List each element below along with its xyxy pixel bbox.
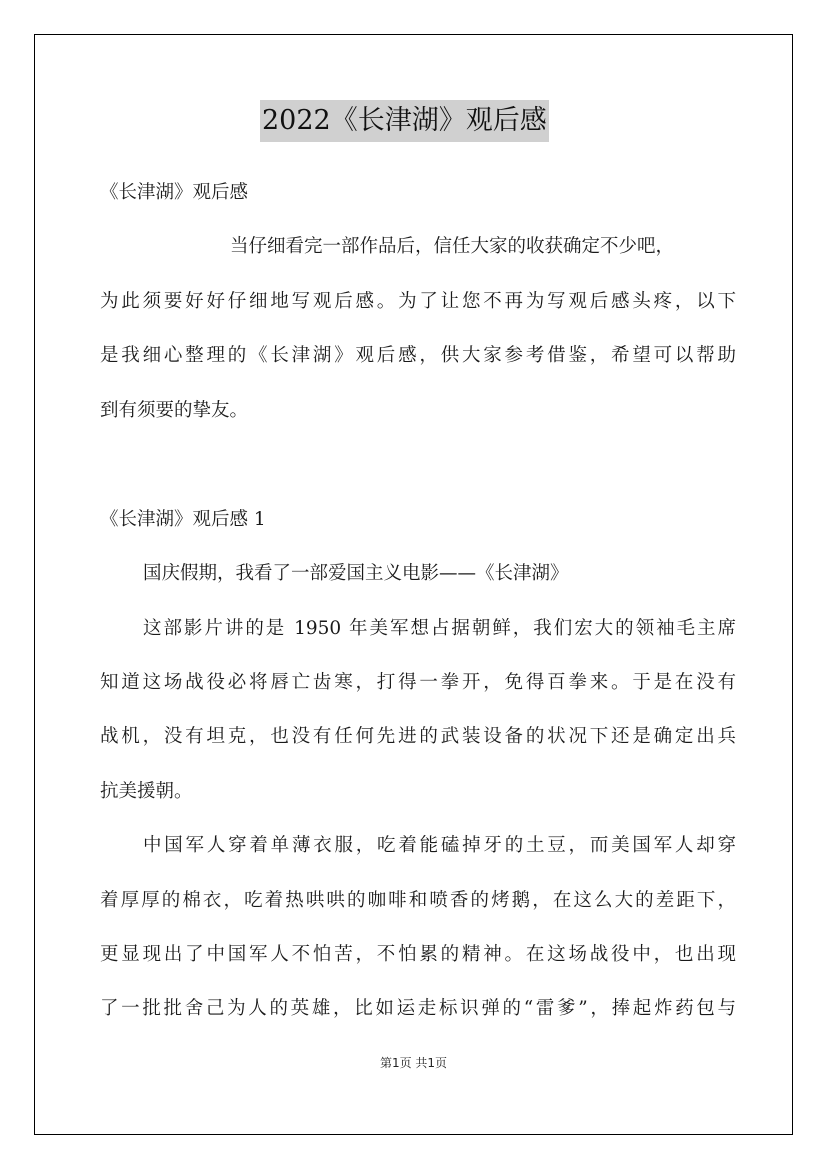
intro-line: 到有须要的挚友。	[100, 400, 249, 421]
document-title: 2022《长津湖》观后感	[260, 100, 549, 142]
page-footer: 第1页 共1页	[379, 1056, 448, 1070]
body-line: 知道这场战役必将唇亡齿寒，打得一拳开，免得百拳来。于是在没有	[100, 672, 736, 693]
body-line: 中国军人穿着单薄衣服，吃着能磕掉牙的土豆，而美国军人却穿	[143, 835, 736, 856]
subtitle: 《长津湖》观后感	[100, 182, 249, 203]
section-heading: 《长津湖》观后感 1	[100, 509, 266, 530]
body-line: 这部影片讲的是 1950 年美军想占据朝鲜，我们宏大的领袖毛主席	[143, 618, 736, 639]
body-line: 更显现出了中国军人不怕苦，不怕累的精神。在这场战役中，也出现	[100, 944, 736, 965]
body-line: 战机，没有坦克，也没有任何先进的武装设备的状况下还是确定出兵	[100, 726, 736, 747]
body-line: 国庆假期，我看了一部爱国主义电影——《长津湖》	[143, 563, 569, 584]
body-line: 抗美援朝。	[100, 781, 193, 802]
body-line: 着厚厚的棉衣，吃着热哄哄的咖啡和喷香的烤鹅，在这么大的差距下，	[100, 890, 736, 911]
body-line: 了一批批舍己为人的英雄，比如运走标识弹的“雷爹”，捧起炸药包与	[100, 998, 736, 1019]
intro-line: 当仔细看完一部作品后，信任大家的收获确定不少吧，	[230, 236, 675, 257]
intro-line: 是我细心整理的《长津湖》观后感，供大家参考借鉴，希望可以帮助	[100, 345, 736, 366]
intro-line: 为此须要好好仔细地写观后感。为了让您不再为写观后感头疼，以下	[100, 291, 736, 312]
